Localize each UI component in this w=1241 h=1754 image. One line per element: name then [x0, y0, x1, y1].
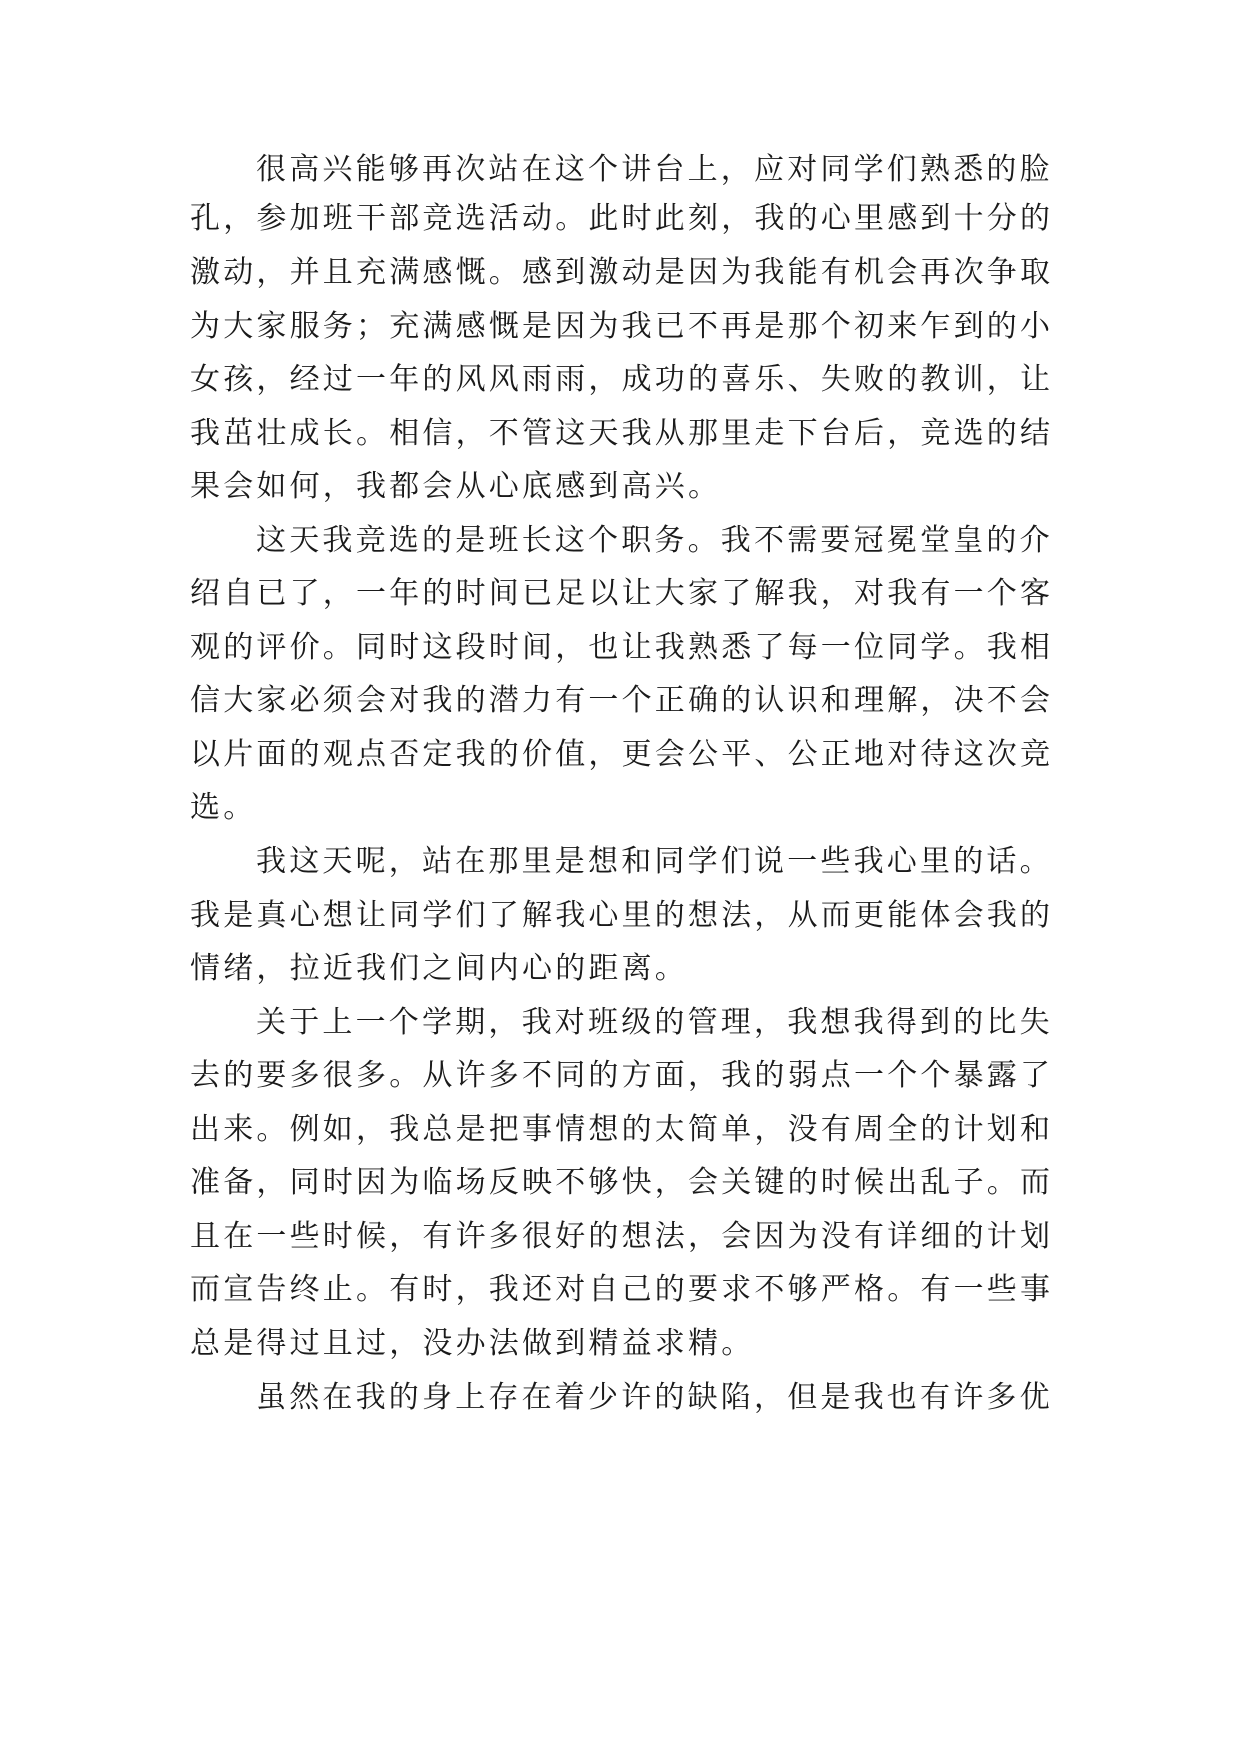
text-line: 女孩，经过一年的风风雨雨，成功的喜乐、失败的教训，让 — [190, 362, 1054, 397]
text-line: 且在一些时候，有许多很好的想法，会因为没有详细的计划 — [190, 1219, 1054, 1254]
text-line: 信大家必须会对我的潜力有一个正确的认识和理解，决不会 — [190, 683, 1054, 718]
text-line: 孔，参加班干部竞选活动。此时此刻，我的心里感到十分的 — [190, 201, 1054, 236]
text-line: 去的要多很多。从许多不同的方面，我的弱点一个个暴露了 — [190, 1058, 1054, 1093]
text-line: 我茁壮成长。相信，不管这天我从那里走下台后，竞选的结 — [190, 416, 1054, 451]
text-line: 选。 — [190, 790, 257, 825]
text-line: 激动，并且充满感慨。感到激动是因为我能有机会再次争取 — [190, 255, 1054, 290]
text-line: 以片面的观点否定我的价值，更会公平、公正地对待这次竞 — [190, 737, 1054, 772]
text-line: 而宣告终止。有时，我还对自己的要求不够严格。有一些事 — [190, 1272, 1054, 1307]
text-line: 关于上一个学期，我对班级的管理，我想我得到的比失 — [256, 1005, 1053, 1040]
text-line: 为大家服务；充满感慨是因为我已不再是那个初来乍到的小 — [190, 309, 1054, 344]
text-line: 绍自已了，一年的时间已足以让大家了解我，对我有一个客 — [190, 576, 1054, 611]
text-line: 果会如何，我都会从心底感到高兴。 — [190, 469, 722, 504]
text-line: 准备，同时因为临场反映不够快，会关键的时候出乱子。而 — [190, 1165, 1054, 1200]
text-line: 很高兴能够再次站在这个讲台上，应对同学们熟悉的脸 — [256, 152, 1053, 187]
text-line: 总是得过且过，没办法做到精益求精。 — [190, 1326, 755, 1361]
text-line: 出来。例如，我总是把事情想的太简单，没有周全的计划和 — [190, 1112, 1054, 1147]
text-line: 虽然在我的身上存在着少许的缺陷，但是我也有许多优 — [256, 1380, 1053, 1415]
text-line: 这天我竞选的是班长这个职务。我不需要冠冕堂皇的介 — [256, 523, 1053, 558]
text-line: 情绪，拉近我们之间内心的距离。 — [190, 951, 688, 986]
text-line: 观的评价。同时这段时间，也让我熟悉了每一位同学。我相 — [190, 630, 1054, 665]
text-line: 我这天呢，站在那里是想和同学们说一些我心里的话。 — [256, 844, 1053, 879]
text-line: 我是真心想让同学们了解我心里的想法，从而更能体会我的 — [190, 898, 1054, 933]
